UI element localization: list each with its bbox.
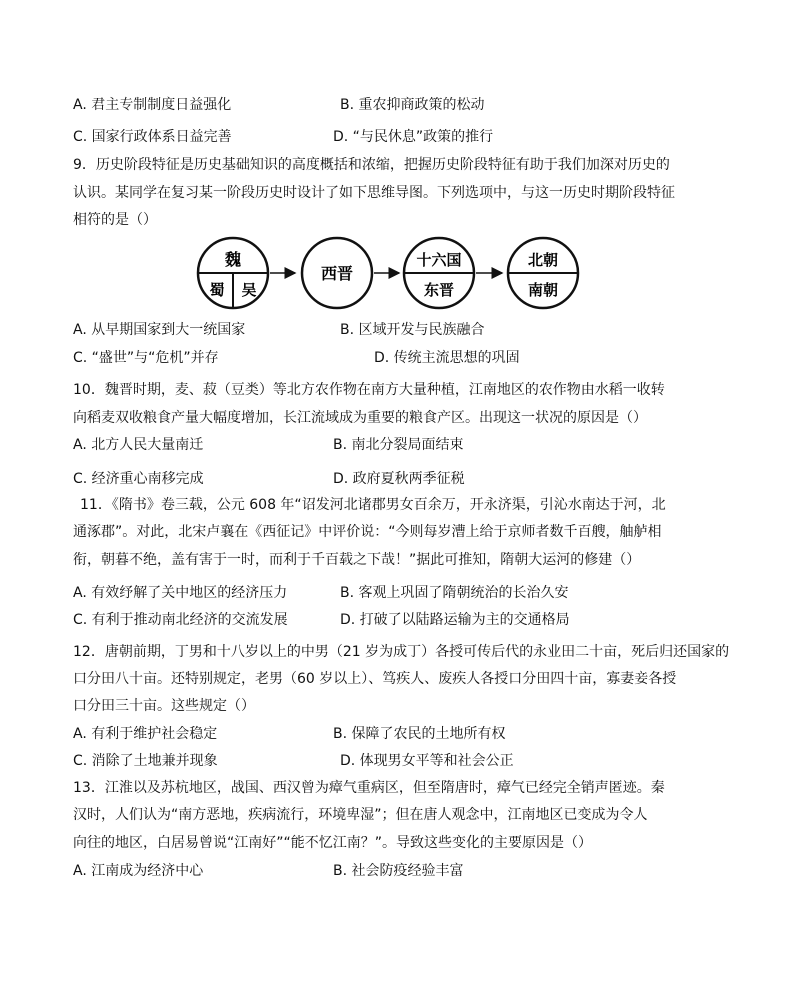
q13-option-a: A. 江南成为经济中心 (73, 863, 204, 879)
q9-option-d: D. 传统主流思想的巩固 (374, 350, 520, 366)
q12-option-d: D. 体现男女平等和社会公正 (340, 753, 514, 769)
label-dongjin: 东晋 (423, 281, 455, 299)
q8-option-a: A. 君主专制制度日益强化 (73, 97, 232, 113)
label-sixteen-kingdoms: 十六国 (416, 251, 462, 269)
q11-option-b: B. 客观上巩固了隋朝统治的长治久安 (340, 585, 569, 601)
q11-stem-line-3: 衔，朝暮不绝，盖有害于一时，而利于千百载之下哉！”据此可推知，隋朝大运河的修建（） (73, 552, 641, 568)
q8-option-d: D. “与民休息”政策的推行 (333, 129, 494, 145)
q12-option-c: C. 消除了土地兼并现象 (73, 753, 218, 769)
label-wu: 吴 (241, 281, 257, 299)
mind-map-diagram (196, 233, 626, 313)
q11-option-a: A. 有效纾解了关中地区的经济压力 (73, 585, 288, 601)
label-xijin: 西晋 (320, 264, 354, 283)
q10-option-b: B. 南北分裂局面结束 (333, 437, 464, 453)
q10-stem-line-1: 10．魏晋时期，麦、菽（豆类）等北方农作物在南方大量种植，江南地区的农作物由水稻一收转 (73, 382, 665, 398)
q9-option-b: B. 区域开发与民族融合 (340, 322, 485, 338)
q13-stem-line-1: 13．江淮以及苏杭地区，战国、西汉曾为瘴气重病区，但至隋唐时，瘴气已经完全销声匿迹。秦 (73, 780, 665, 796)
q12-stem-line-2: 口分田八十亩。还特别规定，老男（60 岁以上）、笃疾人、废疾人各授口分田四十亩，寡妻妾各授 (73, 671, 677, 687)
circle-beichao-nanchao (508, 238, 578, 308)
q12-option-a: A. 有利于维护社会稳定 (73, 726, 218, 742)
circle-sixteen-kingdoms-dongjin (404, 238, 474, 308)
q12-stem-line-1: 12．唐朝前期，丁男和十八岁以上的中男（21 岁为成丁）各授可传后代的永业田二十亩，死后归还国家的 (73, 644, 730, 660)
label-nanchao: 南朝 (527, 281, 559, 299)
q11-option-d: D. 打破了以陆路运输为主的交通格局 (340, 612, 570, 628)
q12-stem-line-3: 口分田三十亩。这些规定（） (73, 698, 255, 714)
label-shu: 蜀 (209, 281, 225, 299)
circle-xijin (302, 238, 372, 308)
q10-option-c: C. 经济重心南移完成 (73, 471, 204, 487)
q10-stem-line-2: 向稻麦双收粮食产量大幅度增加，长江流域成为重要的粮食产区。出现这一状况的原因是（） (73, 410, 647, 426)
q10-option-a: A. 北方人民大量南迁 (73, 437, 204, 453)
q9-stem-line-2: 认识。某同学在复习某一阶段历史时设计了如下思维导图。下列选项中，与这一历史时期阶段特征 (73, 185, 675, 201)
q11-stem-line-1: 11．《隋书》卷三载，公元 608 年“诏发河北诸郡男女百余万，开永济渠，引沁水南达于河，北 (80, 497, 666, 513)
circle-wei-shu-wu (198, 238, 268, 308)
q9-option-a: A. 从早期国家到大一统国家 (73, 322, 246, 338)
label-wei: 魏 (224, 250, 242, 269)
q8-option-c: C. 国家行政体系日益完善 (73, 129, 232, 145)
label-beichao: 北朝 (527, 251, 559, 269)
q9-stem-line-1: 9．历史阶段特征是历史基础知识的高度概括和浓缩，把握历史阶段特征有助于我们加深对历史的 (73, 157, 670, 173)
q11-option-c: C. 有利于推动南北经济的交流发展 (73, 612, 288, 628)
q8-option-b: B. 重农抑商政策的松动 (340, 97, 485, 113)
q13-stem-line-2: 汉时，人们认为“南方恶地，疾病流行，环境卑湿”；但在唐人观念中，江南地区已变成为令人 (73, 807, 648, 823)
q12-option-b: B. 保障了农民的土地所有权 (333, 726, 506, 742)
q9-stem-line-3: 相符的是（） (73, 212, 157, 228)
q9-option-c: C. “盛世”与“危机”并存 (73, 350, 219, 366)
q11-stem-line-2: 通涿郡”。对此，北宋卢襄在《西征记》中评价说：“今则每岁漕上给于京师者数千百艘，舳舻相 (73, 524, 662, 540)
q13-stem-line-3: 向往的地区，白居易曾说“江南好”“能不忆江南？”。导致这些变化的主要原因是（） (73, 835, 593, 851)
q10-option-d: D. 政府夏秋两季征税 (333, 471, 465, 487)
q13-option-b: B. 社会防疫经验丰富 (333, 863, 464, 879)
